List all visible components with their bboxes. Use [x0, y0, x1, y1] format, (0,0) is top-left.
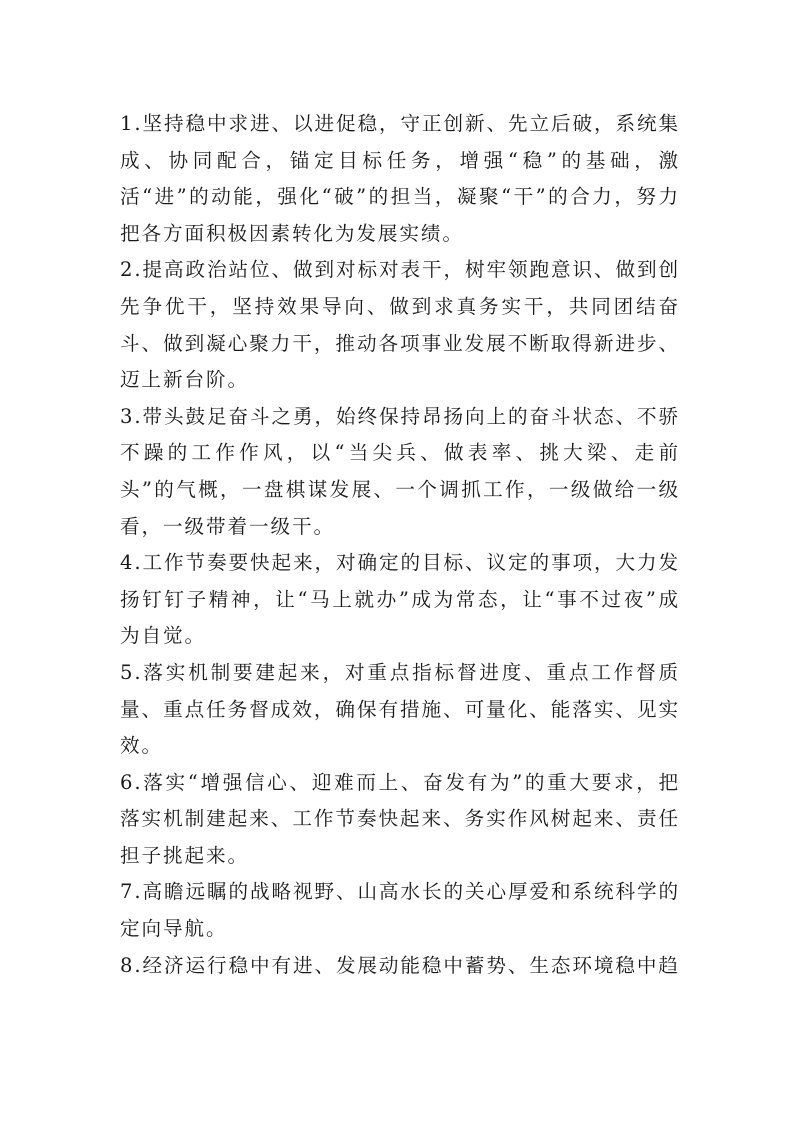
paragraph-4: 4.工作节奏要快起来，对确定的目标、议定的事项，大力发扬钉钉子精神，让“马上就办”成为常态，让“事不过夜”成为自觉。 — [120, 551, 680, 648]
paragraph-2: 2.提高政治站位、做到对标对表干，树牢领跑意识、做到创先争优干，坚持效果导向、做到求真务实干，共同团结奋斗、做到凝心聚力干，推动各项事业发展不断取得新进步、迈上新台阶。 — [120, 258, 680, 392]
paragraph-1: 1.坚持稳中求进、以进促稳，守正创新、先立后破，系统集成、协同配合，锚定目标任务，增强“稳”的基础，激活“进”的动能，强化“破”的担当，凝聚“干”的合力，努力把各方面积极因素转化为发展实绩。 — [120, 112, 680, 245]
paragraph-3: 3.带头鼓足奋斗之勇，始终保持昂扬向上的奋斗状态、不骄不躁的工作作风，以“当尖兵、做表率、挑大梁、走前头”的气概，一盘棋谋发展、一个调抓工作，一级做给一级看，一级带着一级干。 — [120, 404, 680, 538]
paragraph-6: 6.落实“增强信心、迎难而上、奋发有为”的重大要求，把落实机制建起来、工作节奏快起来、务实作风树起来、责任担子挑起来。 — [120, 770, 680, 867]
document-body — [120, 106, 680, 984]
paragraph-5: 5.落实机制要建起来，对重点指标督进度、重点工作督质量、重点任务督成效，确保有措施、可量化、能落实、见实效。 — [120, 660, 680, 758]
paragraph-8: 8.经济运行稳中有进、发展动能稳中蓄势、生态环境稳中趋 — [120, 953, 680, 977]
paragraph-7: 7.高瞻远瞩的战略视野、山高水长的关心厚爱和系统科学的定向导航。 — [120, 880, 680, 941]
